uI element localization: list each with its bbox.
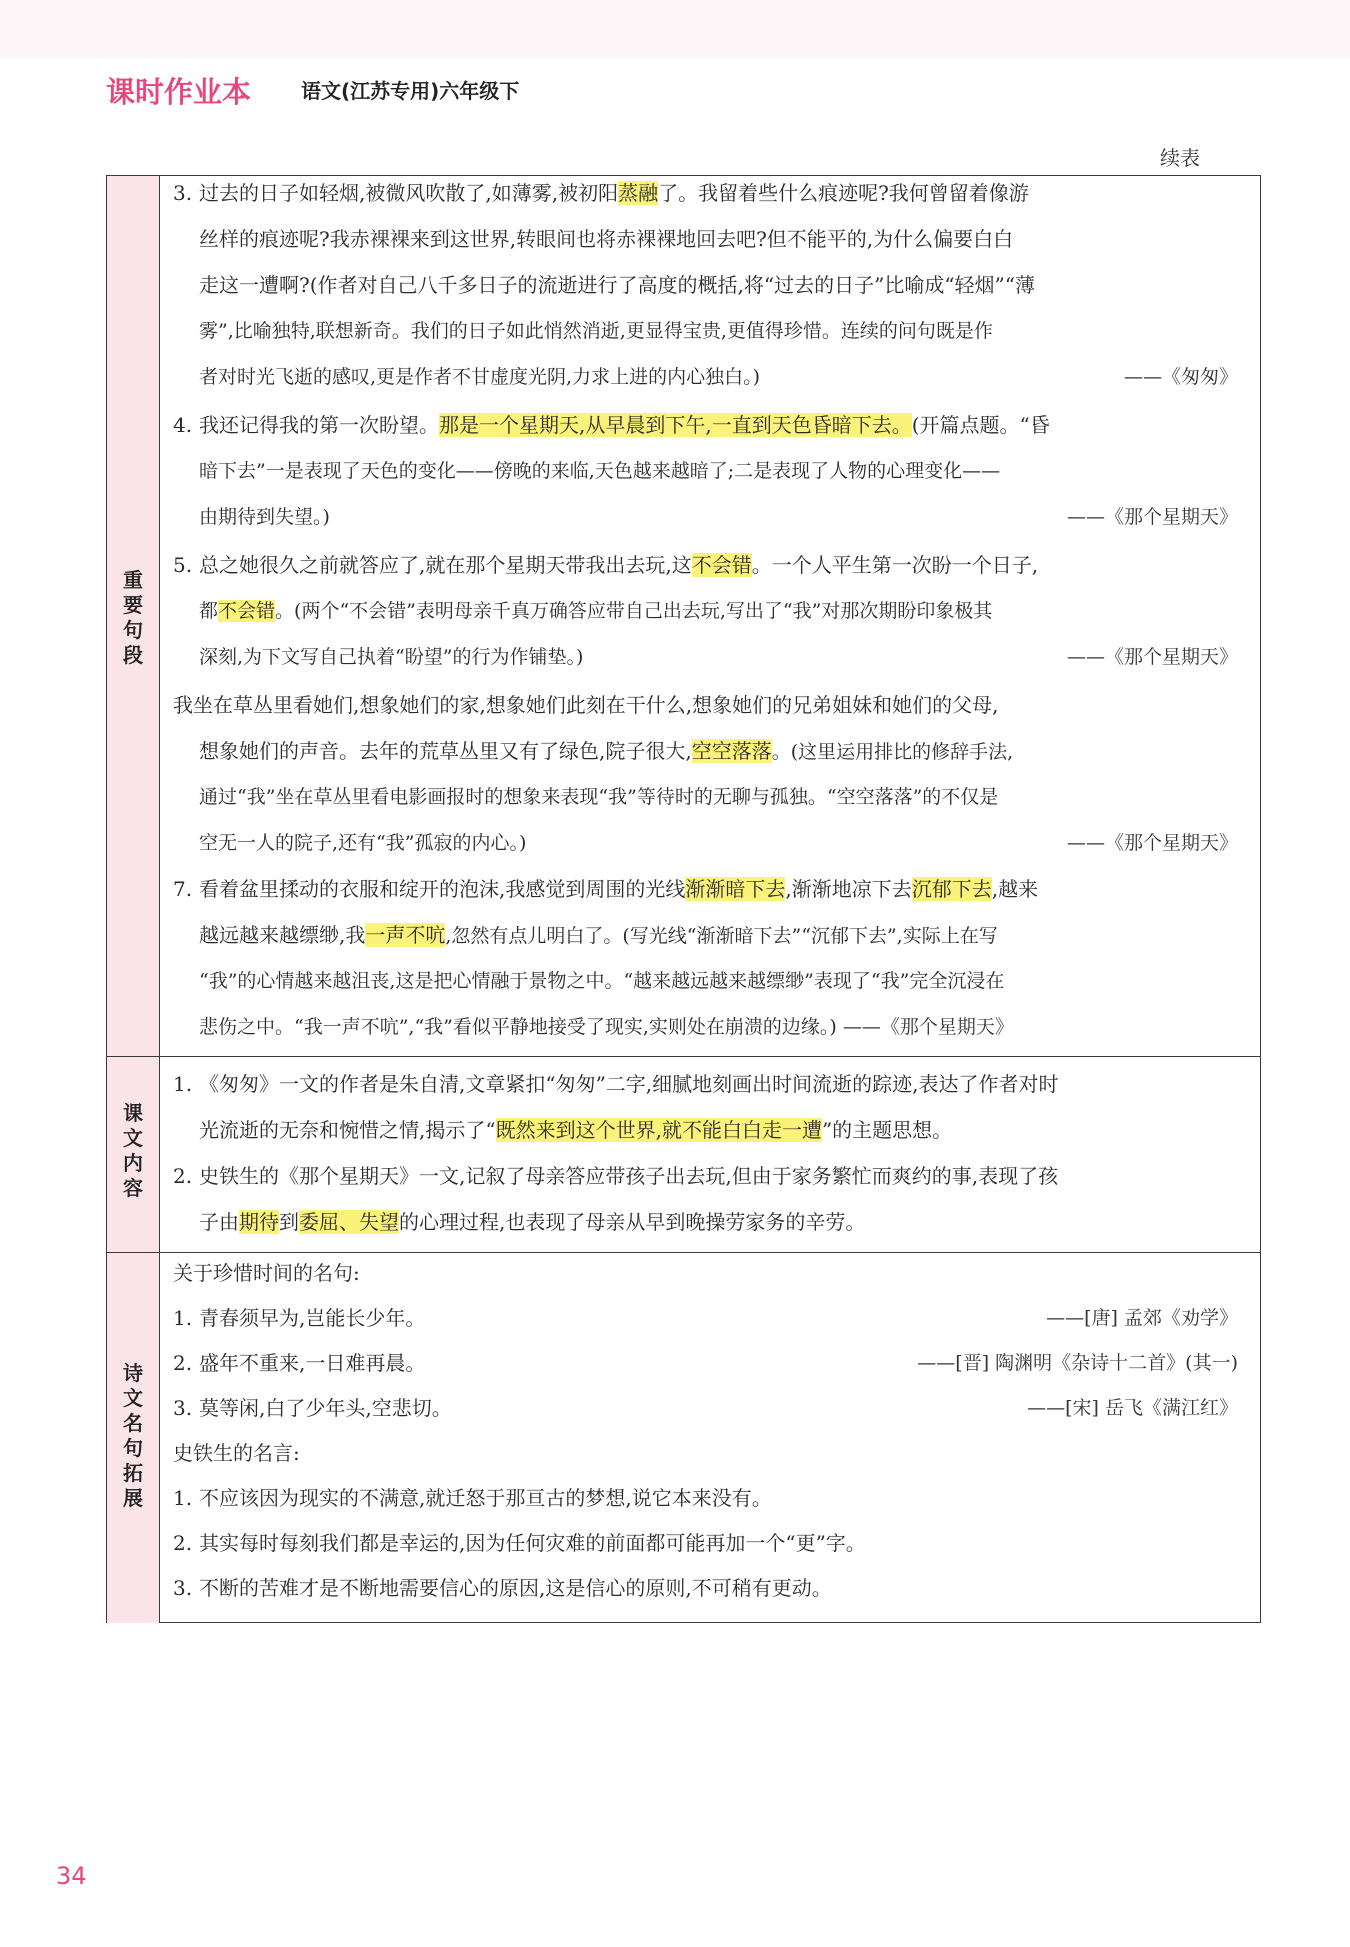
section-label-box <box>107 1253 160 1623</box>
top-band <box>0 0 1350 58</box>
section-content <box>159 176 1260 1056</box>
highlight: 不会错 <box>218 600 276 622</box>
highlight: 蒸融 <box>618 181 659 205</box>
page-number: 34 <box>56 1862 87 1890</box>
section-text-content <box>107 1056 1260 1253</box>
source-citation: ——《那个星期天》 <box>1066 646 1238 668</box>
source-citation: ——《那个星期天》 <box>1066 832 1238 854</box>
notes-table <box>106 175 1261 1623</box>
source-citation: ——[宋] 岳飞《满江红》 <box>1027 1397 1238 1419</box>
section-label: 课 文 内 容 <box>123 1101 143 1200</box>
highlight: 那是一个星期天,从早晨到下午,一直到天色昏暗下去。 <box>439 413 912 437</box>
highlight: 不会错 <box>691 553 752 577</box>
saying-item: 3. 不断的苦难才是不断地需要信心的原因,这是信心的原则,不可稍有更动。 <box>173 1576 832 1600</box>
highlight: 委屈、失望 <box>299 1210 399 1234</box>
highlight: 既然来到这个世界,就不能白白走一遭 <box>495 1118 822 1142</box>
source-citation: ——[晋] 陶渊明《杂诗十二首》(其一) <box>917 1352 1238 1374</box>
section-content <box>159 1057 1260 1253</box>
content-item-2: 2. 史铁生的《那个星期天》一文,记叙了母亲答应带孩子出去玩,但由于家务繁忙而爽约的事,表现了孩 子由期待到委屈、失望的心理过程,也表现了母亲从早到晚操劳家务的辛劳。 <box>173 1164 1059 1234</box>
section-label-box <box>107 1057 160 1253</box>
section-label: 重 要 句 段 <box>123 568 143 667</box>
sentence-item-5: 5. 总之她很久之前就答应了,就在那个星期天带我出去玩,这不会错。一个人平生第一次盼一个日子, 都不会错。(两个“不会错”表明母亲千真万确答应带自己出去玩,写出了“我”对那次期盼印象极其 深刻,为下文写自己执着“盼望”的行为作铺垫。) ——《那个星期天》 <box>173 542 1238 680</box>
saying-item: 1. 不应该因为现实的不满意,就迁怒于那亘古的梦想,说它本来没有。 <box>173 1486 772 1510</box>
source-citation: ——《那个星期天》 <box>842 1016 1014 1038</box>
highlight: 期待 <box>239 1210 279 1234</box>
source-citation: ——[唐] 孟郊《劝学》 <box>1046 1307 1238 1329</box>
source-citation: ——《匆匆》 <box>1123 366 1238 388</box>
sentence-item-3: 3. 过去的日子如轻烟,被微风吹散了,如薄雾,被初阳蒸融了。我留着些什么痕迹呢?我何曾留着像游 丝样的痕迹呢?我赤裸裸来到这世界,转眼间也将赤裸裸地回去吧?但不能平的,为什么偏要白白 走这一遭啊?(作者对自己八千多日子的流逝进行了高度的概括,将“过去的日子”比喻成“轻烟”“薄 雾”,比喻独特,联想新奇。我们的日子如此悄然消逝,更显得宝贵,更值得珍惜。连续的问句既是作 者对时光飞逝的感叹,更是作者不甘虚度光阴,力求上进的内心独白。) ——《匆匆》 <box>173 170 1238 400</box>
poetry-list <box>173 1251 1238 1611</box>
subject-title: 语文(江苏专用)六年级下 <box>301 79 520 103</box>
sentence-item-7: 7. 看着盆里揉动的衣服和绽开的泡沫,我感觉到周围的光线渐渐暗下去,渐渐地凉下去沉郁下去,越来 越远越来越缥缈,我一声不吭,忽然有点儿明白了。(写光线“渐渐暗下去”“沉郁下去”,实际上在写 “我”的心情越来越沮丧,这是把心情融于景物之中。“越来越远越来越缥缈”表现了“我”完全沉浸在 悲伤之中。“我一声不吭”,“我”看似平静地接受了现实,实则处在崩溃的边缘。) ——《那个星期天》 <box>173 877 1039 1038</box>
section-poetry <box>107 1252 1260 1623</box>
heading-time-quotes: 关于珍惜时间的名句: <box>173 1261 360 1285</box>
highlight: 一声不吭 <box>365 923 446 947</box>
sentence-item-6: 我坐在草丛里看她们,想象她们的家,想象她们此刻在干什么,想象她们的兄弟姐妹和她们的父母, 想象她们的声音。去年的荒草丛里又有了绿色,院子很大,空空落落。(这里运用排比的修辞手法, 通过“我”坐在草丛里看电影画报时的想象来表现“我”等待时的无聊与孤独。“空空落落”的不仅是 空无一人的院子,还有“我”孤寂的内心。) ——《那个星期天》 <box>173 682 1238 866</box>
quote-item: 1. 青春须早为,岂能长少年。 ——[唐] 孟郊《劝学》 <box>173 1296 1238 1341</box>
highlight: 渐渐暗下去 <box>685 877 786 901</box>
saying-item: 2. 其实每时每刻我们都是幸运的,因为任何灾难的前面都可能再加一个“更”字。 <box>173 1531 866 1555</box>
quote-item: 2. 盛年不重来,一日难再晨。 ——[晋] 陶渊明《杂诗十二首》(其一) <box>173 1341 1238 1386</box>
highlight: 空空落落 <box>691 739 772 763</box>
section-label-box <box>107 176 160 1056</box>
continued-label: 续表 <box>1160 146 1200 170</box>
section-content <box>159 1253 1260 1623</box>
section-key-sentences <box>107 176 1260 1056</box>
section-label: 诗 文 名 句 拓 展 <box>123 1361 143 1510</box>
quote-item: 3. 莫等闲,白了少年头,空悲切。 ——[宋] 岳飞《满江红》 <box>173 1386 1238 1431</box>
heading-sayings: 史铁生的名言: <box>173 1441 300 1465</box>
source-citation: ——《那个星期天》 <box>1066 506 1238 528</box>
highlight: 沉郁下去 <box>911 877 992 901</box>
content-item-1: 1. 《匆匆》一文的作者是朱自清,文章紧扣“匆匆”二字,细腻地刻画出时间流逝的踪迹,表达了作者对时 光流逝的无奈和惋惜之情,揭示了“既然来到这个世界,就不能白白走一遭”的主题思想。 <box>173 1072 1059 1142</box>
sentence-item-4: 4. 我还记得我的第一次盼望。那是一个星期天,从早晨到下午,一直到天色昏暗下去。(开篇点题。“昏 暗下去”一是表现了天色的变化——傍晚的来临,天色越来越暗了;二是表现了人物的心理变化—— 由期待到失望。) ——《那个星期天》 <box>173 402 1238 540</box>
brand-title: 课时作业本 <box>106 75 252 109</box>
